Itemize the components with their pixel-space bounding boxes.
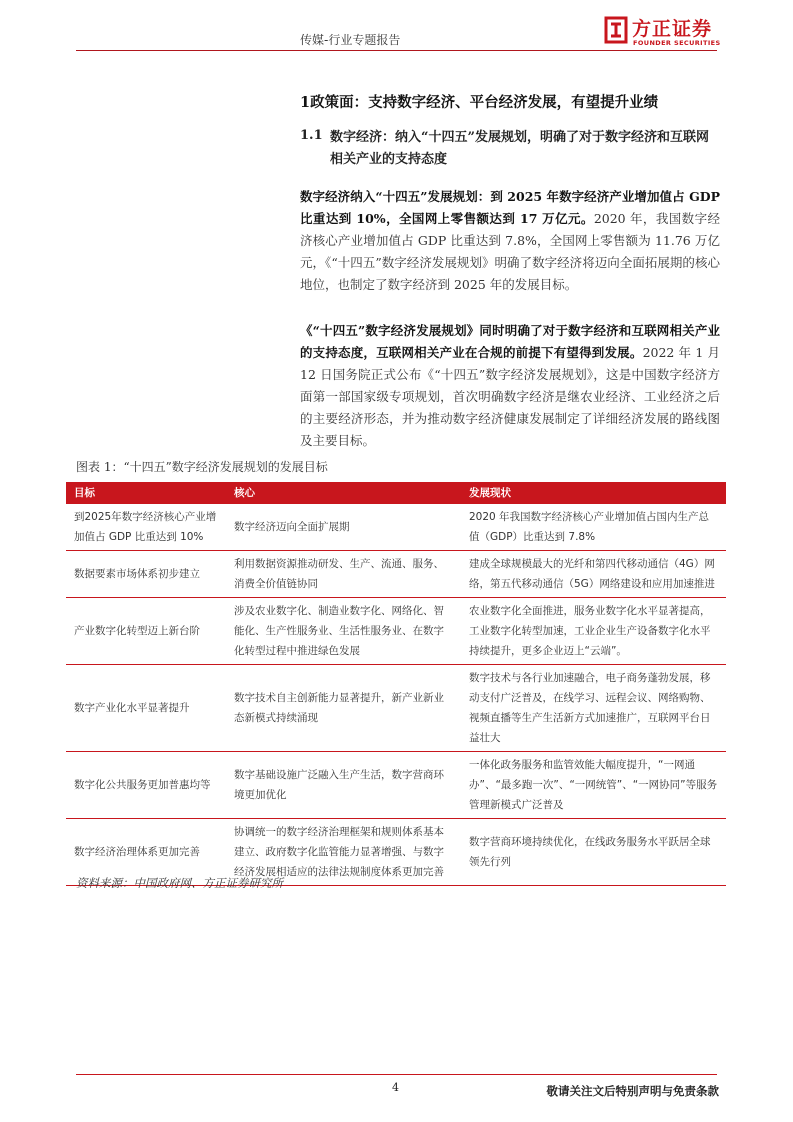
disclaimer-note: 敬请关注文后特别声明与免责条款 — [546, 1084, 719, 1098]
founder-logo — [604, 14, 722, 50]
goal-cell: 数字产业化水平显著提升 — [66, 665, 226, 752]
section-heading: 1政策面：支持数字经济、平台经济发展，有望提升业绩 — [300, 94, 659, 111]
founder-logo-icon — [604, 16, 628, 44]
header-core: 核心 — [226, 482, 461, 504]
status-cell: 一体化政务服务和监管效能大幅度提升，“一网通办”、“最多跑一次”、“一网统管”、“一网协同”等服务管理新模式广泛普及 — [461, 752, 726, 819]
header-divider — [76, 50, 717, 51]
goal-cell: 到2025年数字经济核心产业增加值占 GDP 比重达到 10% — [66, 504, 226, 551]
status-cell: 建成全球规模最大的光纤和第四代移动通信（4G）网络，第五代移动通信（5G）网络建设和应用加速推进 — [461, 551, 726, 598]
core-cell: 协调统一的数字经济治理框架和规则体系基本建立、政府数字化监管能力显著增强、与数字经济发展相适应的法律法规制度体系更加完善 — [226, 819, 461, 886]
paragraph-2 — [300, 320, 720, 452]
table-row — [66, 504, 726, 551]
table-header-row — [66, 482, 726, 504]
table-row — [66, 598, 726, 665]
paragraph-1-lead: 数字经济纳入“十四五”发展规划：到 2025 年数字经济产业增加值占 GDP 比重达到 10%，全国网上零售额达到 17 万亿元。 — [300, 189, 720, 226]
footer-divider — [76, 1074, 717, 1075]
goal-cell: 数字经济治理体系更加完善 — [66, 819, 226, 886]
core-cell: 数字技术自主创新能力显著提升，新产业新业态新模式持续涌现 — [226, 665, 461, 752]
table-row — [66, 752, 726, 819]
core-cell: 数字基础设施广泛融入生产生活，数字营商环境更加优化 — [226, 752, 461, 819]
report-category: 传媒-行业专题报告 — [300, 33, 401, 47]
paragraph-1-body: 2020 年，我国数字经济核心产业增加值占 GDP 比重达到 7.8%，全国网上零售额为 11.76 万亿元，《“十四五”数字经济发展规划》明确了数字经济将迈向全面拓展期的核心地位，也制定了数字经济到 2025 年的发展目标。 — [300, 211, 720, 292]
paragraph-2-body: 2022 年 1 月 12 日国务院正式公布《“十四五”数字经济发展规划》，这是中国数字经济方面第一部国家级专项规划，首次明确数字经济是继农业经济、工业经济之后的主要经济形态，并为推动数字经济健康发展制定了详细经济发展的路线图及主要目标。 — [300, 345, 720, 448]
core-cell: 数字经济迈向全面扩展期 — [226, 504, 461, 551]
subsection-heading: 数字经济：纳入“十四五”发展规划，明确了对于数字经济和互联网相关产业的支持态度 — [330, 130, 709, 167]
table-row — [66, 665, 726, 752]
figure-source: 资料来源：中国政府网、方正证券研究所 — [76, 876, 283, 890]
header-goal: 目标 — [66, 482, 226, 504]
development-goals-table — [66, 482, 726, 886]
logo-chinese-name: 方正证券 — [632, 18, 713, 40]
core-cell: 利用数据资源推动研发、生产、流通、服务、消费全价值链协同 — [226, 551, 461, 598]
page-number: 4 — [392, 1081, 399, 1094]
figure-title: 图表 1：“十四五”数字经济发展规划的发展目标 — [76, 460, 328, 474]
status-cell: 数字技术与各行业加速融合，电子商务蓬勃发展，移动支付广泛普及，在线学习、远程会议、网络购物、视频直播等生产生活新方式加速推广，互联网平台日益壮大 — [461, 665, 726, 752]
status-cell: 农业数字化全面推进，服务业数字化水平显著提高，工业数字化转型加速，工业企业生产设备数字化水平持续提升，更多企业迈上“云端”。 — [461, 598, 726, 665]
goal-cell: 数字化公共服务更加普惠均等 — [66, 752, 226, 819]
paragraph-1 — [300, 186, 720, 296]
status-cell: 数字营商环境持续优化，在线政务服务水平跃居全球领先行列 — [461, 819, 726, 886]
core-cell: 涉及农业数字化、制造业数字化、网络化、智能化、生产性服务业、生活性服务业、在数字化转型过程中推进绿色发展 — [226, 598, 461, 665]
header-status: 发展现状 — [461, 482, 726, 504]
status-cell: 2020 年我国数字经济核心产业增加值占国内生产总值（GDP）比重达到 7.8% — [461, 504, 726, 551]
goal-cell: 数据要素市场体系初步建立 — [66, 551, 226, 598]
subsection-number: 1.1 — [300, 128, 323, 143]
logo-english-name: FOUNDER SECURITIES — [633, 39, 721, 47]
paragraph-2-lead: 《“十四五”数字经济发展规划》同时明确了对于数字经济和互联网相关产业的支持态度，互联网相关产业在合规的前提下有望得到发展。 — [300, 323, 720, 360]
table-row — [66, 551, 726, 598]
goal-cell: 产业数字化转型迈上新台阶 — [66, 598, 226, 665]
